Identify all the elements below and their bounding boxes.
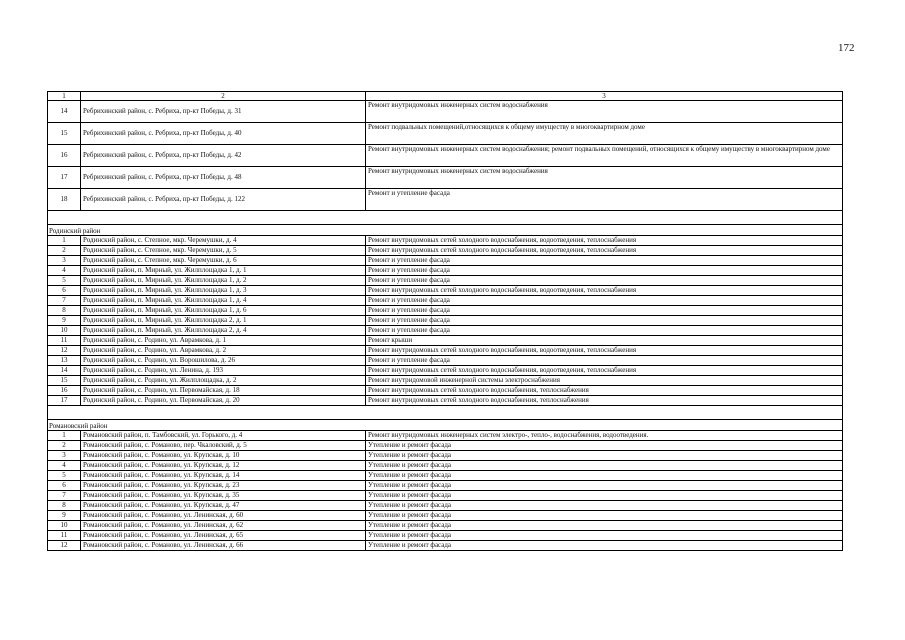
table-row xyxy=(48,256,843,266)
row-work: Утепление и ремонт фасада xyxy=(366,501,843,511)
row-address: Родинский район, с. Степное, мкр. Черемушки, д. 5 xyxy=(81,246,366,256)
row-work: Ремонт подвальных помещений,относящихся к общему имуществу в многоквартирном доме xyxy=(366,123,843,145)
row-number: 16 xyxy=(48,386,81,396)
row-address: Родинский район, п. Мирный, ул. Жилплощадка 1, д. 2 xyxy=(81,276,366,286)
row-number: 8 xyxy=(48,501,81,511)
row-work: Ремонт и утепление фасада xyxy=(366,306,843,316)
table-row xyxy=(48,376,843,386)
row-number: 11 xyxy=(48,336,81,346)
row-address: Романовский район, с. Романово, ул. Крупская, д. 14 xyxy=(81,471,366,481)
row-number: 3 xyxy=(48,256,81,266)
row-address: Родинский район, п. Мирный, ул. Жилплощадка 2, д. 4 xyxy=(81,326,366,336)
table-row xyxy=(48,167,843,189)
row-address: Родинский район, с. Родино, ул. Аврамкова, д. 2 xyxy=(81,346,366,356)
row-number: 1 xyxy=(48,236,81,246)
column-number-3: 3 xyxy=(366,92,843,101)
table-row xyxy=(48,266,843,276)
row-work: Утепление и ремонт фасада xyxy=(366,531,843,541)
row-address: Ребрихинский район, с. Ребриха, пр-кт Победы, д. 122 xyxy=(81,189,366,211)
row-number: 9 xyxy=(48,316,81,326)
row-number: 10 xyxy=(48,521,81,531)
column-number-2: 2 xyxy=(81,92,366,101)
table-row xyxy=(48,501,843,511)
row-address: Родинский район, с. Родино, ул. Жилплощадка, д. 2 xyxy=(81,376,366,386)
table-row xyxy=(48,441,843,451)
row-address: Родинский район, п. Мирный, ул. Жилплощадка 1, д. 3 xyxy=(81,286,366,296)
table-row xyxy=(48,346,843,356)
row-work: Утепление и ремонт фасада xyxy=(366,521,843,531)
table-row xyxy=(48,123,843,145)
section-spacer-cell xyxy=(48,406,843,420)
row-number: 12 xyxy=(48,346,81,356)
table-row xyxy=(48,246,843,256)
row-number: 4 xyxy=(48,461,81,471)
row-address: Романовский район, с. Романово, ул. Крупская, д. 12 xyxy=(81,461,366,471)
column-number-1: 1 xyxy=(48,92,81,101)
row-address: Романовский район, с. Романово, ул. Крупская, д. 23 xyxy=(81,481,366,491)
row-address: Романовский район, с. Романово, ул. Ленинская, д. 65 xyxy=(81,531,366,541)
row-work: Ремонт внутридомовых инженерных систем водоснабжения xyxy=(366,167,843,189)
row-work: Ремонт и утепление фасада xyxy=(366,256,843,266)
row-address: Родинский район, с. Родино, ул. Первомайская, д. 18 xyxy=(81,386,366,396)
row-work: Ремонт и утепление фасада xyxy=(366,276,843,286)
row-number: 11 xyxy=(48,531,81,541)
row-number: 7 xyxy=(48,296,81,306)
row-work: Утепление и ремонт фасада xyxy=(366,441,843,451)
row-work: Ремонт внутридомовых инженерных систем электро-, тепло-, водоснабжения, водоотведения. xyxy=(366,431,843,441)
row-number: 14 xyxy=(48,101,81,123)
section-spacer xyxy=(48,406,843,420)
row-work: Ремонт внутридомовых сетей холодного водоснабжения, водоотведения, теплоснабжения xyxy=(366,286,843,296)
district-heading: Родинский район xyxy=(48,225,843,236)
table-row xyxy=(48,326,843,336)
row-work: Ремонт внутридомовой инженерной системы электроснабжения xyxy=(366,376,843,386)
row-work: Ремонт и утепление фасада xyxy=(366,356,843,366)
table-row xyxy=(48,145,843,167)
table-row xyxy=(48,356,843,366)
row-work: Ремонт внутридомовых сетей холодного водоснабжения, водоотведения, теплоснабжения xyxy=(366,346,843,356)
row-address: Ребрихинский район, с. Ребриха, пр-кт Победы, д. 42 xyxy=(81,145,366,167)
table-row xyxy=(48,386,843,396)
table-row xyxy=(48,296,843,306)
table-row xyxy=(48,276,843,286)
row-number: 5 xyxy=(48,276,81,286)
row-work: Ремонт и утепление фасада xyxy=(366,296,843,306)
row-number: 15 xyxy=(48,123,81,145)
column-number-row xyxy=(48,92,843,101)
row-work: Утепление и ремонт фасада xyxy=(366,481,843,491)
table-row xyxy=(48,189,843,211)
row-number: 17 xyxy=(48,396,81,406)
table-row xyxy=(48,471,843,481)
table-row xyxy=(48,336,843,346)
row-number: 2 xyxy=(48,441,81,451)
row-number: 5 xyxy=(48,471,81,481)
table-row xyxy=(48,481,843,491)
row-address: Ребрихинский район, с. Ребриха, пр-кт Победы, д. 40 xyxy=(81,123,366,145)
row-number: 9 xyxy=(48,511,81,521)
row-work: Ремонт внутридомовых сетей холодного водоснабжения, водоотведения, теплоснабжения xyxy=(366,246,843,256)
row-address: Романовский район, с. Романово, ул. Крупская, д. 10 xyxy=(81,451,366,461)
row-work: Ремонт внутридомовых сетей холодного водоснабжения, водоотведения, теплоснабжения xyxy=(366,366,843,376)
district-heading-row xyxy=(48,225,843,236)
table-row xyxy=(48,531,843,541)
row-address: Родинский район, с. Родино, ул. Ленина, д. 193 xyxy=(81,366,366,376)
table-row xyxy=(48,236,843,246)
row-address: Родинский район, п. Мирный, ул. Жилплощадка 1, д. 4 xyxy=(81,296,366,306)
table-row xyxy=(48,286,843,296)
row-address: Романовский район, с. Романово, ул. Ленинская, д. 62 xyxy=(81,521,366,531)
row-work: Утепление и ремонт фасада xyxy=(366,511,843,521)
table-row xyxy=(48,396,843,406)
row-work: Утепление и ремонт фасада xyxy=(366,541,843,551)
table-row xyxy=(48,431,843,441)
row-number: 4 xyxy=(48,266,81,276)
row-address: Романовский район, с. Романово, ул. Ленинская, д. 66 xyxy=(81,541,366,551)
row-work: Ремонт внутридомовых сетей холодного водоснабжения, теплоснабжения xyxy=(366,386,843,396)
row-number: 16 xyxy=(48,145,81,167)
row-number: 17 xyxy=(48,167,81,189)
row-number: 6 xyxy=(48,481,81,491)
row-address: Романовский район, с. Романово, ул. Ленинская, д. 60 xyxy=(81,511,366,521)
table-row xyxy=(48,306,843,316)
table-row xyxy=(48,366,843,376)
row-number: 12 xyxy=(48,541,81,551)
row-work: Утепление и ремонт фасада xyxy=(366,491,843,501)
repair-register-table xyxy=(47,91,843,551)
row-work: Ремонт внутридомовых сетей холодного водоснабжения, теплоснабжения xyxy=(366,396,843,406)
row-address: Романовский район, п. Тамбовский, ул. Горького, д. 4 xyxy=(81,431,366,441)
row-number: 3 xyxy=(48,451,81,461)
row-address: Ребрихинский район, с. Ребриха, пр-кт Победы, д. 31 xyxy=(81,101,366,123)
row-work: Ремонт крыши xyxy=(366,336,843,346)
row-address: Романовский район, с. Романово, ул. Крупская, д. 35 xyxy=(81,491,366,501)
table-row xyxy=(48,461,843,471)
row-number: 18 xyxy=(48,189,81,211)
row-number: 1 xyxy=(48,431,81,441)
page-number: 172 xyxy=(838,42,855,54)
row-address: Ребрихинский район, с. Ребриха, пр-кт Победы, д. 48 xyxy=(81,167,366,189)
row-work: Ремонт и утепление фасада xyxy=(366,326,843,336)
row-number: 8 xyxy=(48,306,81,316)
row-address: Родинский район, с. Степное, мкр. Черемушки, д. 6 xyxy=(81,256,366,266)
row-number: 7 xyxy=(48,491,81,501)
row-number: 6 xyxy=(48,286,81,296)
row-address: Родинский район, с. Родино, ул. Первомайская, д. 20 xyxy=(81,396,366,406)
row-number: 13 xyxy=(48,356,81,366)
row-work: Ремонт внутридомовых сетей холодного водоснабжения, водоотведения, теплоснабжения xyxy=(366,236,843,246)
row-number: 10 xyxy=(48,326,81,336)
row-work: Утепление и ремонт фасада xyxy=(366,461,843,471)
row-work: Утепление и ремонт фасада xyxy=(366,471,843,481)
table-row xyxy=(48,316,843,326)
row-address: Родинский район, п. Мирный, ул. Жилплощадка 1, д. 6 xyxy=(81,306,366,316)
table-row xyxy=(48,451,843,461)
row-work: Ремонт внутридомовых инженерных систем водоснабжения; ремонт подвальных помещений, относящихся к общему имуществу в многоквартирном доме xyxy=(366,145,843,167)
row-work: Ремонт и утепление фасада xyxy=(366,189,843,211)
table-row xyxy=(48,511,843,521)
row-work: Утепление и ремонт фасада xyxy=(366,451,843,461)
table-row xyxy=(48,491,843,501)
row-work: Ремонт внутридомовых инженерных систем водоснабжения xyxy=(366,101,843,123)
row-address: Родинский район, п. Мирный, ул. Жилплощадка 1, д. 1 xyxy=(81,266,366,276)
row-number: 15 xyxy=(48,376,81,386)
row-address: Родинский район, с. Родино, ул. Ворошилова, д. 26 xyxy=(81,356,366,366)
row-work: Ремонт и утепление фасада xyxy=(366,316,843,326)
section-spacer xyxy=(48,211,843,225)
section-spacer-cell xyxy=(48,211,843,225)
table-body xyxy=(48,92,843,551)
row-address: Родинский район, с. Степное, мкр. Черемушки, д. 4 xyxy=(81,236,366,246)
table-row xyxy=(48,521,843,531)
row-address: Родинский район, п. Мирный, ул. Жилплощадка 2, д. 1 xyxy=(81,316,366,326)
row-number: 2 xyxy=(48,246,81,256)
row-work: Ремонт и утепление фасада xyxy=(366,266,843,276)
table-row xyxy=(48,541,843,551)
table-row xyxy=(48,101,843,123)
row-address: Романовский район, с. Романово, пер. Чкаловский, д. 5 xyxy=(81,441,366,451)
district-heading-row xyxy=(48,420,843,431)
row-number: 14 xyxy=(48,366,81,376)
district-heading: Романовский район xyxy=(48,420,843,431)
row-address: Родинский район, с. Родино, ул. Аврамкова, д. 1 xyxy=(81,336,366,346)
row-address: Романовский район, с. Романово, ул. Крупская, д. 47 xyxy=(81,501,366,511)
